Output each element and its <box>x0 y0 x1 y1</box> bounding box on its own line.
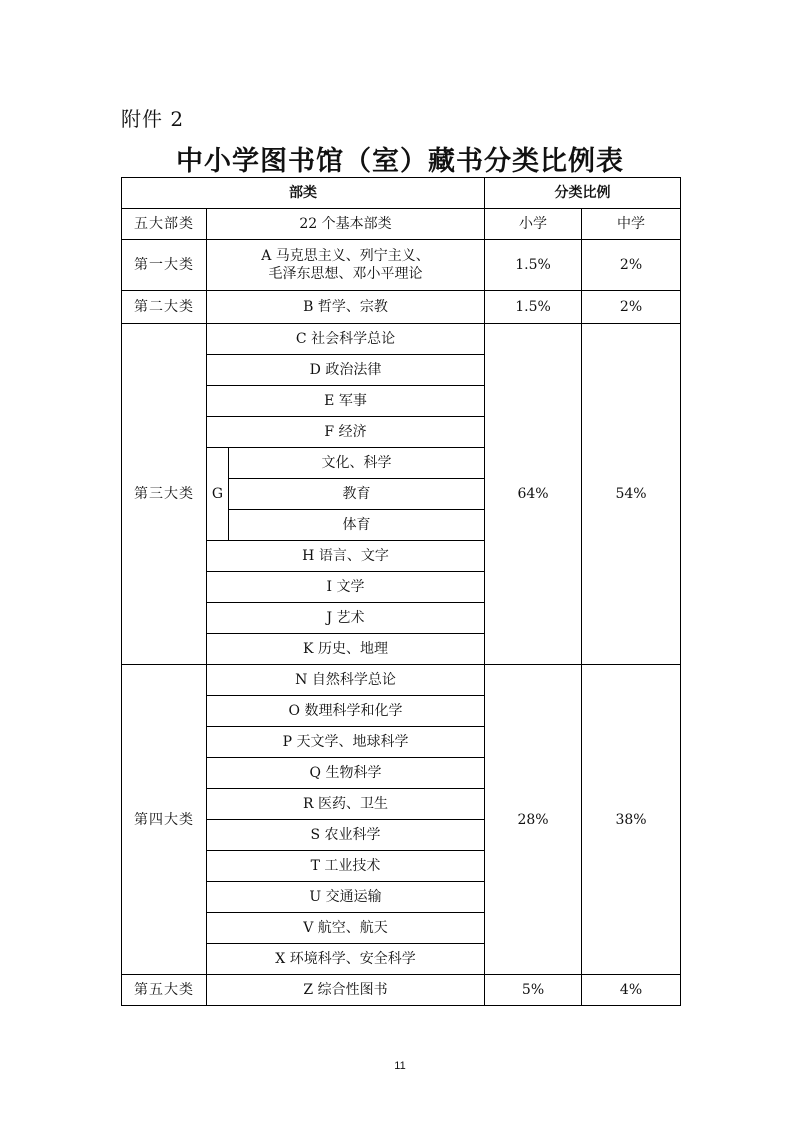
category-cell: F 经济 <box>207 417 485 448</box>
table-row <box>122 324 681 355</box>
table-row <box>122 291 681 324</box>
category-cell: D 政治法律 <box>207 355 485 386</box>
category-cell: Q 生物科学 <box>207 758 485 789</box>
table-row <box>122 665 681 696</box>
group-label: 第三大类 <box>122 324 207 665</box>
category-cell: T 工业技术 <box>207 851 485 882</box>
page-title: 中小学图书馆（室）藏书分类比例表 <box>176 146 624 177</box>
header-ratio: 分类比例 <box>485 178 681 209</box>
category-cell: N 自然科学总论 <box>207 665 485 696</box>
category-cell: X 环境科学、安全科学 <box>207 944 485 975</box>
header-row <box>122 178 681 209</box>
subheader-middle: 中学 <box>582 209 681 240</box>
group-label: 第五大类 <box>122 975 207 1006</box>
category-cell: R 医药、卫生 <box>207 789 485 820</box>
g-group-label: G <box>207 448 229 541</box>
primary-ratio: 1.5% <box>485 240 582 291</box>
category-cell: 体育 <box>229 510 485 541</box>
middle-ratio: 2% <box>582 291 681 324</box>
page-number: 11 <box>394 1060 406 1072</box>
category-cell: B 哲学、宗教 <box>207 291 485 324</box>
primary-ratio: 28% <box>485 665 582 975</box>
category-line: A 马克思主义、列宁主义、 <box>261 248 430 264</box>
primary-ratio: 64% <box>485 324 582 665</box>
table-row <box>122 240 681 291</box>
group-label: 第一大类 <box>122 240 207 291</box>
table-row <box>122 975 681 1006</box>
subheader-primary: 小学 <box>485 209 582 240</box>
middle-ratio: 54% <box>582 324 681 665</box>
category-cell: I 文学 <box>207 572 485 603</box>
middle-ratio: 2% <box>582 240 681 291</box>
annex-label: 附件 2 <box>121 107 185 131</box>
classification-table <box>121 177 681 1006</box>
middle-ratio: 4% <box>582 975 681 1006</box>
subheader-basic22: 22 个基本部类 <box>207 209 485 240</box>
category-cell: H 语言、文字 <box>207 541 485 572</box>
category-cell: 教育 <box>229 479 485 510</box>
subheader-five: 五大部类 <box>122 209 207 240</box>
header-category: 部类 <box>122 178 485 209</box>
category-cell: Z 综合性图书 <box>207 975 485 1006</box>
middle-ratio: 38% <box>582 665 681 975</box>
category-cell: K 历史、地理 <box>207 634 485 665</box>
category-cell: V 航空、航天 <box>207 913 485 944</box>
category-cell: E 军事 <box>207 386 485 417</box>
subheader-row <box>122 209 681 240</box>
category-cell: U 交通运输 <box>207 882 485 913</box>
category-cell <box>207 240 485 291</box>
category-cell: C 社会科学总论 <box>207 324 485 355</box>
category-cell: 文化、科学 <box>229 448 485 479</box>
category-cell: J 艺术 <box>207 603 485 634</box>
category-cell: P 天文学、地球科学 <box>207 727 485 758</box>
primary-ratio: 5% <box>485 975 582 1006</box>
category-cell: O 数理科学和化学 <box>207 696 485 727</box>
group-label: 第二大类 <box>122 291 207 324</box>
primary-ratio: 1.5% <box>485 291 582 324</box>
category-cell: S 农业科学 <box>207 820 485 851</box>
group-label: 第四大类 <box>122 665 207 975</box>
category-line: 毛泽东思想、邓小平理论 <box>268 266 423 282</box>
